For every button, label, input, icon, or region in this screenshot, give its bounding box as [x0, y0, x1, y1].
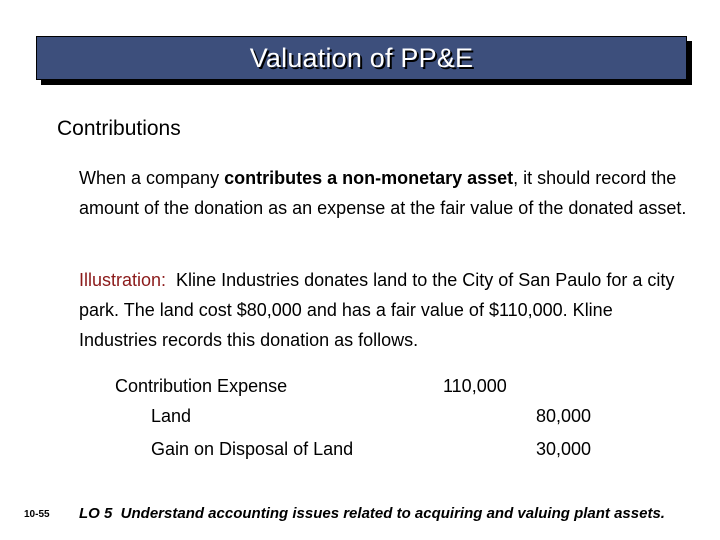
- journal-account-credit: Land: [151, 406, 192, 426]
- paragraph-text-end: , it should record the amount of the donation as an expense at the fair value of the donated asset.: [79, 168, 687, 218]
- journal-account-debit: Contribution Expense: [115, 376, 288, 396]
- journal-credit-amount: 30,000: [536, 439, 592, 459]
- paragraph-bold-phrase: contributes a non-monetary asset: [224, 168, 514, 188]
- journal-credit-amount: 80,000: [536, 406, 592, 426]
- paragraph-text-start: When a company: [79, 168, 225, 188]
- learning-objective: LO 5 Understand accounting issues related to acquiring and valuing plant assets.: [79, 505, 665, 522]
- illustration-text: Kline Industries donates land to the City of San Paulo for a city park. The land cost $80,000 and has a fair value of $110,000. Kline Industries records this donation as follows.: [79, 270, 680, 350]
- illustration-label: Illustration:: [79, 270, 167, 290]
- journal-account-credit: Gain on Disposal of Land: [151, 439, 354, 459]
- contribution-rule-paragraph: [79, 163, 691, 223]
- slide-number: 10-55: [24, 509, 50, 520]
- section-heading: Contributions: [57, 117, 181, 140]
- title-bar: [36, 36, 687, 80]
- slide-title: Valuation of PP&E: [249, 42, 474, 73]
- journal-debit-amount: 110,000: [443, 376, 507, 396]
- illustration-paragraph: [79, 265, 691, 355]
